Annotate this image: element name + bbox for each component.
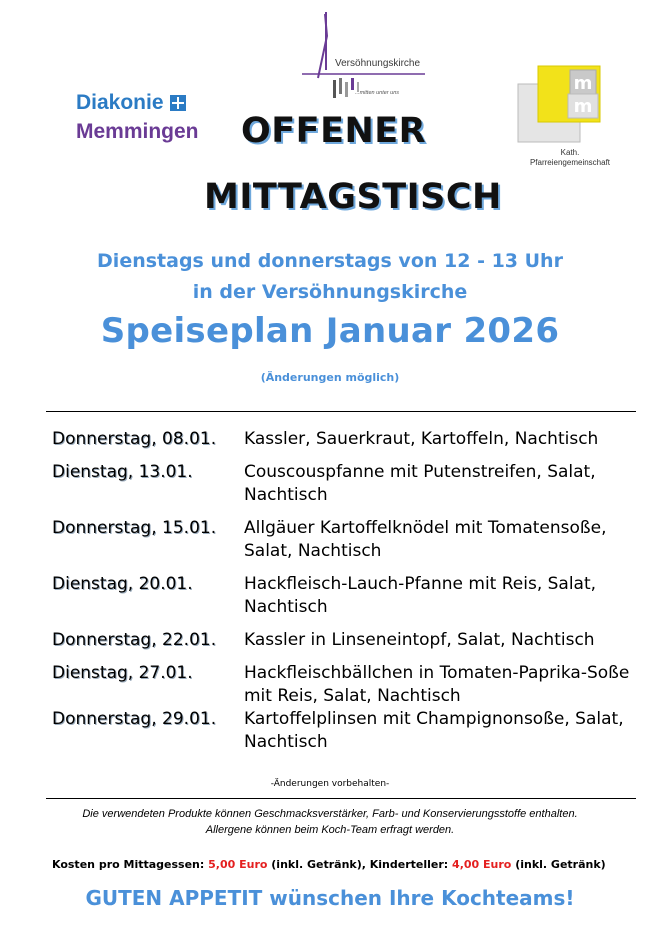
menu-date: Dienstag, 20.01. (52, 574, 193, 594)
title-line-2: MITTAGSTISCH (204, 177, 502, 217)
diakonie-city: Memmingen (76, 120, 199, 143)
menu-date: Donnerstag, 15.01. (52, 518, 217, 538)
versoehnungskirche-logo (300, 12, 430, 104)
menu-dish: Hackfleisch-Lauch-Pfanne mit Reis, Salat, Nachtisch (244, 574, 597, 617)
kath-label: Kath. (560, 148, 580, 157)
menu-date: Dienstag, 13.01. (52, 462, 193, 482)
menu-row (52, 662, 642, 708)
costs-label: Kosten pro Mittagessen: (52, 858, 205, 871)
schedule-location: in der Versöhnungskirche (192, 281, 468, 303)
diakonie-name: Diakonie (76, 91, 164, 114)
menu-row (52, 428, 642, 451)
menu-row (52, 573, 642, 619)
svg-text:m: m (573, 96, 593, 117)
reserved-note: -Änderungen vorbehalten- (270, 779, 390, 789)
adult-price-suffix: (inkl. Getränk), Kinderteller: (271, 858, 449, 871)
adult-price: 5,00 Euro (208, 858, 268, 871)
menu-date: Donnerstag, 22.01. (52, 630, 217, 650)
menu-row (52, 708, 642, 754)
menu-dish: Kassler in Linseneintopf, Salat, Nachtisch (244, 630, 595, 650)
menu-row (52, 461, 642, 507)
menu-date: Donnerstag, 08.01. (52, 429, 217, 449)
pfarreiengemeinschaft-label: Pfarreiengemeinschaft (529, 158, 611, 168)
menu-date: Donnerstag, 29.01. (52, 709, 217, 729)
ingredients-disclaimer (0, 806, 660, 838)
menu-dish: Hackfleischbällchen in Tomaten-Paprika-Soße mit Reis, Salat, Nachtisch (244, 663, 630, 706)
diakonie-cross-icon (170, 95, 186, 111)
kirche-name: Versöhnungskirche (335, 58, 421, 69)
menu-dish: Kassler, Sauerkraut, Kartoffeln, Nachtisch (244, 429, 599, 449)
menu-plan-title: Speiseplan Januar 2026 (100, 311, 560, 351)
kirche-tagline: ...mitten unter uns (355, 90, 400, 96)
menu-dish: Couscouspfanne mit Putenstreifen, Salat, Nachtisch (244, 462, 596, 505)
svg-text:m: m (573, 73, 593, 94)
child-price: 4,00 Euro (452, 858, 512, 871)
disclaimer-line-2: Allergene können beim Koch-Team erfragt werden. (205, 824, 455, 836)
menu-list (52, 428, 642, 764)
divider-top (46, 411, 636, 412)
title-line-1: OFFENER (241, 111, 427, 151)
menu-row (52, 517, 642, 563)
schedule-days: Dienstags und donnerstags von 12 - 13 Uhr (97, 250, 563, 272)
changes-note: (Änderungen möglich) (260, 371, 400, 384)
costs-line (52, 858, 606, 871)
menu-row (52, 629, 642, 652)
menu-date: Dienstag, 27.01. (52, 663, 193, 683)
child-price-suffix: (inkl. Getränk) (515, 858, 606, 871)
closing-message: GUTEN APPETIT wünschen Ihre Kochteams! (85, 886, 575, 910)
diakonie-logo (76, 92, 199, 142)
disclaimer-line-1: Die verwendeten Produkte können Geschmacksverstärker, Farb- und Konservierungsstoffe enthalten. (82, 808, 578, 820)
divider-bottom (46, 798, 636, 799)
menu-dish: Allgäuer Kartoffelknödel mit Tomatensoße, Salat, Nachtisch (244, 518, 607, 561)
menu-dish: Kartoffelplinsen mit Champignonsoße, Salat, Nachtisch (244, 709, 624, 752)
kath-pfarreiengemeinschaft-logo (510, 64, 630, 174)
pfarreiengemeinschaft-icon (510, 64, 630, 146)
